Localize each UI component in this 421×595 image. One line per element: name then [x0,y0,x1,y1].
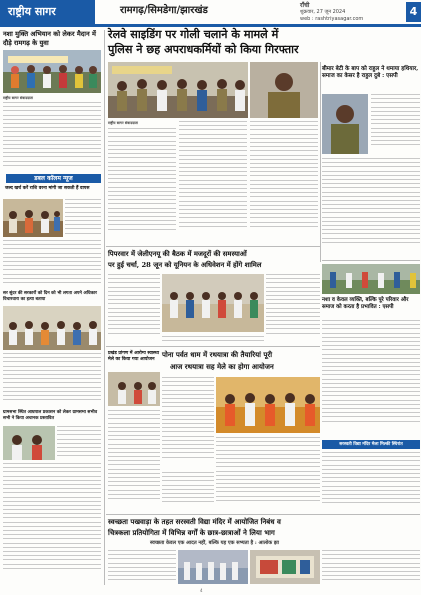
mid-story-headline-2: पर हुई चर्चा, 28 जून को यूनियन के अधिवेशन में होंगे शामिल [108,261,262,269]
column-rule-2 [320,62,321,262]
top-story-body-1 [108,128,176,244]
rath-body-1 [162,377,214,469]
page-number: 4 [406,2,421,22]
rath-photo [216,377,320,433]
right-mid-photo [322,264,420,294]
bottom-body-1 [108,550,176,586]
mid-story-body-3 [162,336,264,344]
top-story-photo [108,62,248,118]
rath-body-3 [162,472,214,512]
bottom-rule [106,514,420,515]
small-col-body [108,410,160,512]
mid-story-body-2 [266,274,320,344]
date-info [300,2,405,24]
footer-page-marker: 4 [200,588,203,593]
mid-rule [106,246,320,247]
left-photo-3 [3,306,101,350]
mid-story-body-1 [108,274,160,344]
small-col-photo [108,372,160,406]
right-top-body-1 [371,94,420,154]
double-column-box-title: डबल कॉलम न्यूज [6,174,101,183]
left-photo-1 [3,50,101,93]
bottom-photo-2 [250,550,320,584]
left-byline: राष्ट्रीय सागर संवाददाता [3,96,33,100]
left-body-6 [3,463,101,583]
left-mid-headline: सर सुंदर की सरकारों को दिन को भी लगता अपने अधिकार विचारधारा का हत्या बताया [3,291,97,302]
left-body-1 [3,102,101,174]
small-col-headline: प्रखंड प्रांगण में आरोग्य स्वास्थ्य मेले का किया गया आयोजन [108,351,160,362]
right-small-box-title: सरस्वती विद्या मंदिर मेला मिल्की स्थिरांत [322,440,420,449]
left-body-2 [65,199,101,237]
left-body-5 [57,426,101,462]
left-body-4 [3,353,101,409]
mid-story-headline-1: पिपरवार में जेलीएनयू की बैठक में मजदूरों की समस्याओं [108,250,247,258]
right-mid-rule [322,260,420,261]
small-col-rule [106,346,320,347]
top-story-photo-2 [250,62,318,118]
right-small-body [322,452,420,512]
left-body-3 [3,240,101,290]
right-top-body-2 [322,158,420,258]
bottom-subheadline: स्वच्छता केवल एक आदत नहीं, बल्कि यह एक सभ्यता है : आलोक झा [150,540,279,546]
left-bottom-headline: ग्रामसभा स्थित आम्रपाल प्रकाशन को लेकर ग्रामसभा सभीव सभी ने किया अचानक प्रस्तावित [3,410,98,421]
newspaper-logo: राष्ट्रीय सागर [0,0,95,24]
edition-web: web : rashtriyasagar.com [300,16,364,22]
column-rule-1 [104,30,105,585]
rath-headline-2: आज रथयात्रा सह मेले का होगा आयोजन [170,362,274,371]
edition-date: शुक्रवार, 27 जून 2024 [300,9,346,15]
top-story-headline-1: रेलवे साइडिंग पर गोली चलाने के मामले में [108,27,279,41]
bottom-headline-2: चित्रकला प्रतियोगिता में विभिन्न वर्गों के छात्र-छात्राओं ने लिया भाग [108,528,275,537]
top-story-body-3 [250,121,318,244]
bottom-body-2 [322,550,420,586]
section-title: रामगढ़/सिमडेगा/झारखंड [120,5,208,16]
rath-headline-1: पोना पर्वत धाम में रथयात्रा की तैयारियां पूरी [162,350,273,359]
bottom-photo-1 [178,550,248,584]
right-mid-headline: नशा व केवल व्यक्ति, बल्कि पूरे परिवार और समाज को करता है प्रभावित : एसपी [322,297,409,310]
mid-story-photo [162,274,264,332]
right-top-headline: बीमार बेटी के बाप को राहुल ने थमाया हथियार, समाज का केसर है राहुल दुबे : एसपी [322,66,419,80]
top-story-body-2 [179,121,247,244]
rath-body-2 [216,437,320,512]
top-story-headline-2: पुलिस ने छह अपराधकर्मियों को किया गिरफ्तार [108,42,299,56]
bottom-headline-1: स्वच्छता पखवाड़ा के तहत सरस्वती विद्या मंदिर में आयोजित निबंध व [108,517,281,526]
edition-city: राँची [300,2,310,9]
left-photo-2 [3,199,63,237]
top-story-byline: राष्ट्रीय सागर संवाददाता [108,121,138,125]
left-photo-4 [3,426,55,460]
double-column-headline: जल्द खर्च करें राशि वरना मांगी जा सकती हैं वापस [5,186,90,191]
right-mid-body [322,320,420,436]
right-top-photo [322,94,368,154]
left-headline: नशा मुक्ति अभियान को लेकर मैदान में दौड़े रामगढ़ के युवा [3,30,96,47]
